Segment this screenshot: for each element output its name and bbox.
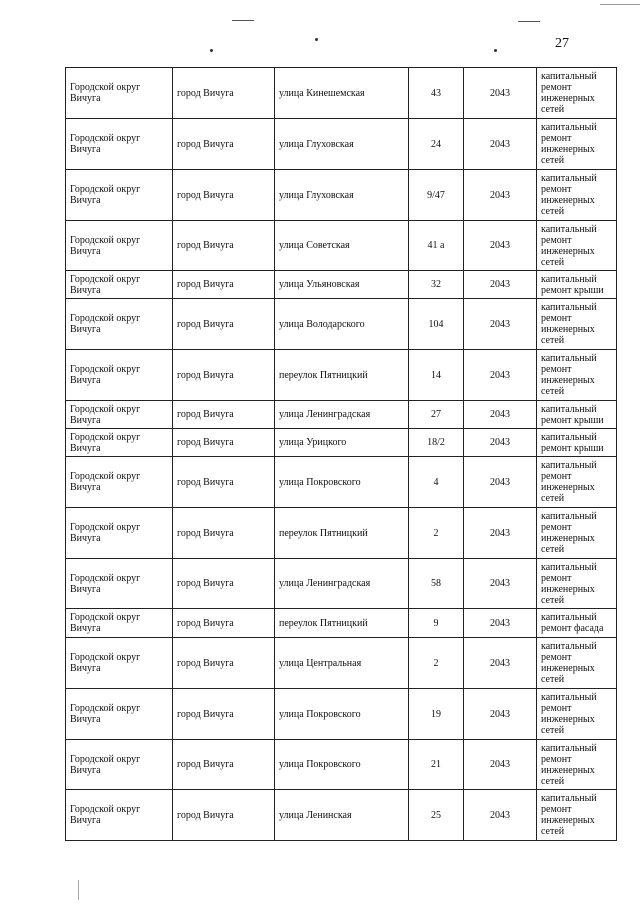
table-row (66, 299, 617, 350)
settlement-cell: город Вичуга (173, 119, 275, 170)
house-number-cell: 9 (409, 609, 464, 638)
municipality-cell: Городской округ Вичуга (66, 299, 173, 350)
municipality-cell: Городской округ Вичуга (66, 638, 173, 689)
table-row (66, 457, 617, 508)
year-cell: 2043 (464, 559, 537, 609)
street-cell: переулок Пятницкий (275, 350, 409, 401)
house-number-cell: 2 (409, 508, 464, 559)
house-number-cell: 2 (409, 638, 464, 689)
work-type-cell: капитальный ремонт инженерных сетей (537, 221, 617, 271)
table-row (66, 401, 617, 429)
page-number: 27 (555, 36, 569, 51)
street-cell: улица Урицкого (275, 429, 409, 457)
work-type-cell: капитальный ремонт фасада (537, 609, 617, 638)
settlement-cell: город Вичуга (173, 638, 275, 689)
table-row (66, 740, 617, 790)
year-cell: 2043 (464, 508, 537, 559)
street-cell: улица Ульяновская (275, 271, 409, 299)
work-type-cell: капитальный ремонт инженерных сетей (537, 638, 617, 689)
table-row (66, 350, 617, 401)
house-number-cell: 43 (409, 68, 464, 119)
street-cell: улица Кинешемская (275, 68, 409, 119)
table-row (66, 609, 617, 638)
table-row (66, 508, 617, 559)
year-cell: 2043 (464, 790, 537, 841)
settlement-cell: город Вичуга (173, 401, 275, 429)
municipality-cell: Городской округ Вичуга (66, 401, 173, 429)
municipality-cell: Городской округ Вичуга (66, 609, 173, 638)
municipality-cell: Городской округ Вичуга (66, 559, 173, 609)
municipality-cell: Городской округ Вичуга (66, 790, 173, 841)
table-row (66, 221, 617, 271)
work-type-cell: капитальный ремонт крыши (537, 401, 617, 429)
settlement-cell: город Вичуга (173, 740, 275, 790)
settlement-cell: город Вичуга (173, 457, 275, 508)
year-cell: 2043 (464, 689, 537, 740)
table-row (66, 170, 617, 221)
street-cell: улица Ленинградская (275, 401, 409, 429)
municipality-cell: Городской округ Вичуга (66, 350, 173, 401)
house-number-cell: 41 а (409, 221, 464, 271)
municipality-cell: Городской округ Вичуга (66, 119, 173, 170)
year-cell: 2043 (464, 401, 537, 429)
year-cell: 2043 (464, 221, 537, 271)
municipality-cell: Городской округ Вичуга (66, 271, 173, 299)
settlement-cell: город Вичуга (173, 790, 275, 841)
year-cell: 2043 (464, 271, 537, 299)
settlement-cell: город Вичуга (173, 689, 275, 740)
year-cell: 2043 (464, 350, 537, 401)
housing-repair-table (65, 67, 617, 841)
work-type-cell: капитальный ремонт крыши (537, 429, 617, 457)
street-cell: улица Глуховская (275, 119, 409, 170)
table-row (66, 559, 617, 609)
street-cell: улица Центральная (275, 638, 409, 689)
house-number-cell: 19 (409, 689, 464, 740)
street-cell: улица Покровского (275, 689, 409, 740)
settlement-cell: город Вичуга (173, 271, 275, 299)
street-cell: улица Ленинградская (275, 559, 409, 609)
year-cell: 2043 (464, 299, 537, 350)
work-type-cell: капитальный ремонт инженерных сетей (537, 559, 617, 609)
house-number-cell: 4 (409, 457, 464, 508)
scan-artifact-line (78, 880, 79, 900)
settlement-cell: город Вичуга (173, 350, 275, 401)
work-type-cell: капитальный ремонт инженерных сетей (537, 68, 617, 119)
house-number-cell: 104 (409, 299, 464, 350)
work-type-cell: капитальный ремонт инженерных сетей (537, 740, 617, 790)
house-number-cell: 27 (409, 401, 464, 429)
street-cell: улица Советская (275, 221, 409, 271)
municipality-cell: Городской округ Вичуга (66, 457, 173, 508)
scan-artifact-line (600, 4, 640, 5)
municipality-cell: Городской округ Вичуга (66, 68, 173, 119)
street-cell: переулок Пятницкий (275, 508, 409, 559)
year-cell: 2043 (464, 119, 537, 170)
year-cell: 2043 (464, 170, 537, 221)
work-type-cell: капитальный ремонт инженерных сетей (537, 119, 617, 170)
settlement-cell: город Вичуга (173, 68, 275, 119)
scan-artifact-dot (210, 49, 213, 52)
settlement-cell: город Вичуга (173, 299, 275, 350)
street-cell: улица Ленинская (275, 790, 409, 841)
table-row (66, 790, 617, 841)
scan-artifact-dot (315, 38, 318, 41)
year-cell: 2043 (464, 68, 537, 119)
settlement-cell: город Вичуга (173, 559, 275, 609)
street-cell: улица Глуховская (275, 170, 409, 221)
municipality-cell: Городской округ Вичуга (66, 689, 173, 740)
settlement-cell: город Вичуга (173, 221, 275, 271)
work-type-cell: капитальный ремонт инженерных сетей (537, 350, 617, 401)
street-cell: улица Володарского (275, 299, 409, 350)
table-row (66, 68, 617, 119)
year-cell: 2043 (464, 609, 537, 638)
street-cell: улица Покровского (275, 457, 409, 508)
year-cell: 2043 (464, 457, 537, 508)
street-cell: переулок Пятницкий (275, 609, 409, 638)
scan-artifact-dot (494, 49, 497, 52)
scan-artifact-line (232, 20, 254, 21)
work-type-cell: капитальный ремонт крыши (537, 271, 617, 299)
table-row (66, 638, 617, 689)
municipality-cell: Городской округ Вичуга (66, 170, 173, 221)
house-number-cell: 18/2 (409, 429, 464, 457)
house-number-cell: 58 (409, 559, 464, 609)
municipality-cell: Городской округ Вичуга (66, 740, 173, 790)
settlement-cell: город Вичуга (173, 609, 275, 638)
table-row (66, 119, 617, 170)
house-number-cell: 25 (409, 790, 464, 841)
house-number-cell: 14 (409, 350, 464, 401)
year-cell: 2043 (464, 638, 537, 689)
municipality-cell: Городской округ Вичуга (66, 221, 173, 271)
house-number-cell: 9/47 (409, 170, 464, 221)
house-number-cell: 32 (409, 271, 464, 299)
work-type-cell: капитальный ремонт инженерных сетей (537, 299, 617, 350)
year-cell: 2043 (464, 429, 537, 457)
work-type-cell: капитальный ремонт инженерных сетей (537, 508, 617, 559)
street-cell: улица Покровского (275, 740, 409, 790)
table-body (66, 68, 617, 841)
work-type-cell: капитальный ремонт инженерных сетей (537, 790, 617, 841)
table-row (66, 271, 617, 299)
work-type-cell: капитальный ремонт инженерных сетей (537, 170, 617, 221)
year-cell: 2043 (464, 740, 537, 790)
house-number-cell: 21 (409, 740, 464, 790)
work-type-cell: капитальный ремонт инженерных сетей (537, 457, 617, 508)
settlement-cell: город Вичуга (173, 170, 275, 221)
table-row (66, 689, 617, 740)
settlement-cell: город Вичуга (173, 508, 275, 559)
municipality-cell: Городской округ Вичуга (66, 508, 173, 559)
settlement-cell: город Вичуга (173, 429, 275, 457)
municipality-cell: Городской округ Вичуга (66, 429, 173, 457)
work-type-cell: капитальный ремонт инженерных сетей (537, 689, 617, 740)
house-number-cell: 24 (409, 119, 464, 170)
table-row (66, 429, 617, 457)
scan-artifact-line (518, 21, 540, 22)
